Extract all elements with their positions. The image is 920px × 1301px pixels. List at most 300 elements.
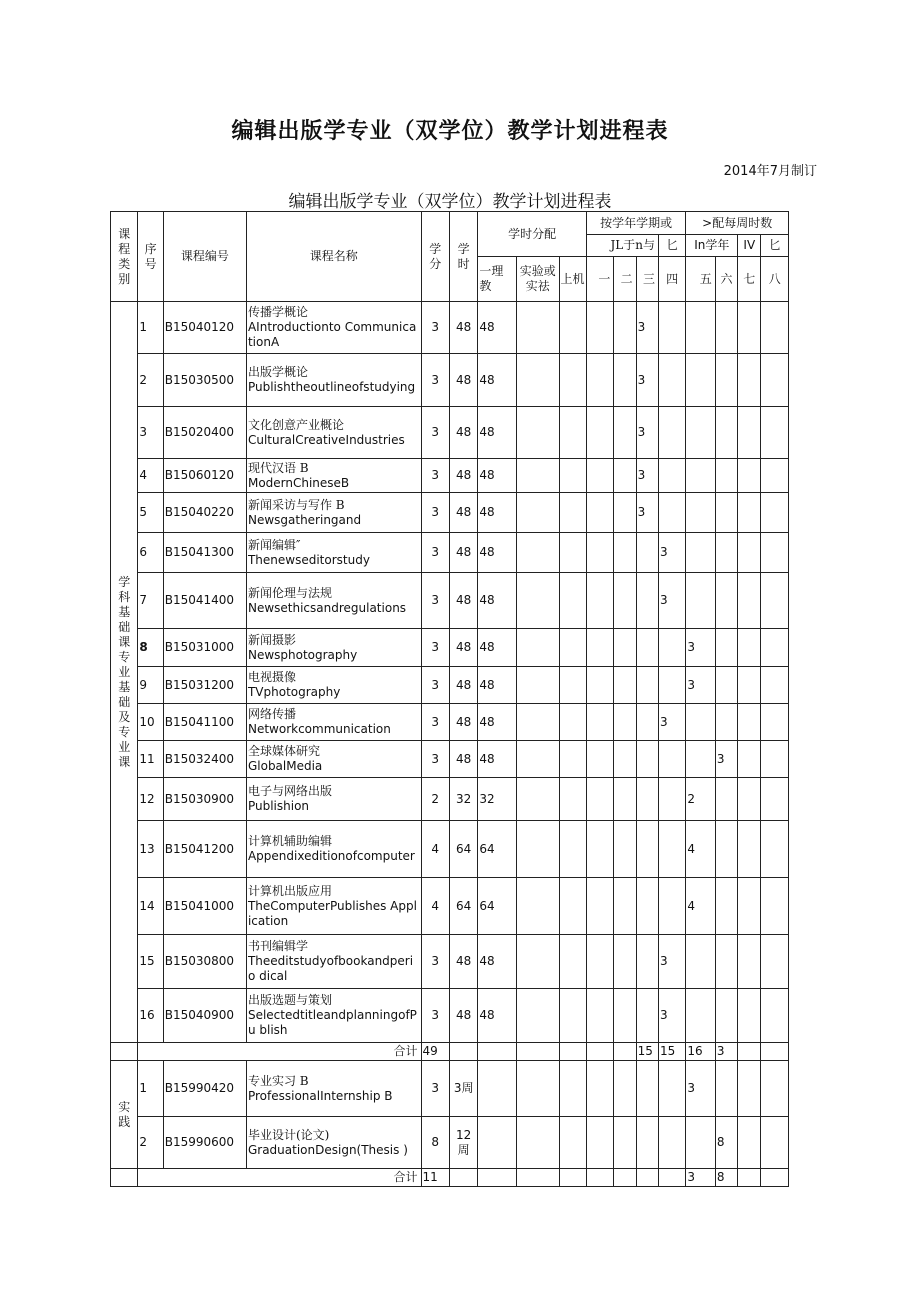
row-term-4 <box>658 407 685 459</box>
row-computer <box>559 878 586 935</box>
total-theory-blank <box>478 1043 517 1061</box>
total-row <box>111 1043 789 1061</box>
row-term-1 <box>586 493 613 533</box>
row-term-4 <box>658 878 685 935</box>
row-term-8 <box>761 989 789 1043</box>
row-code: B15032400 <box>163 741 246 778</box>
row-credit: 2 <box>421 778 449 821</box>
row-term-5: 3 <box>686 1061 715 1117</box>
row-term-6 <box>715 354 737 407</box>
row-hours: 32 <box>449 778 477 821</box>
row-course-name <box>246 778 421 821</box>
course-name-cn: 现代汉语 B <box>247 460 309 475</box>
row-hours: 48 <box>449 407 477 459</box>
row-lab <box>516 667 559 704</box>
row-term-8 <box>761 878 789 935</box>
header-name: 课程名称 <box>246 212 421 302</box>
row-theory: 48 <box>478 629 517 667</box>
course-name-cn: 专业实习 B <box>247 1073 309 1088</box>
row-term-7 <box>738 629 761 667</box>
row-computer <box>559 407 586 459</box>
row-lab <box>516 459 559 493</box>
row-term-8 <box>761 667 789 704</box>
row-code: B15041400 <box>163 573 246 629</box>
row-lab <box>516 989 559 1043</box>
row-course-name <box>246 533 421 573</box>
row-hours: 48 <box>449 741 477 778</box>
row-term-1 <box>586 1061 613 1117</box>
header-lab: 实验或实祛 <box>516 257 559 302</box>
row-hours: 48 <box>449 354 477 407</box>
row-term-8 <box>761 459 789 493</box>
course-name-cn: 毕业设计(论文) <box>247 1127 330 1142</box>
term-5: 五 <box>686 257 715 302</box>
row-term-6 <box>715 935 737 989</box>
row-computer <box>559 573 586 629</box>
table-row <box>111 821 789 878</box>
row-term-5 <box>686 407 715 459</box>
row-term-2 <box>614 878 636 935</box>
total-term-8 <box>761 1169 789 1187</box>
row-term-7 <box>738 989 761 1043</box>
row-course-name <box>246 302 421 354</box>
row-hours: 64 <box>449 878 477 935</box>
row-credit: 3 <box>421 302 449 354</box>
row-term-2 <box>614 821 636 878</box>
row-term-6 <box>715 821 737 878</box>
table-row <box>111 704 789 741</box>
row-hours: 3周 <box>449 1061 477 1117</box>
total-term-6: 3 <box>715 1043 737 1061</box>
row-term-8 <box>761 629 789 667</box>
row-term-8 <box>761 533 789 573</box>
header-year-a: JL于n与 <box>586 235 658 257</box>
course-name-en: Newsgatheringand <box>247 512 362 527</box>
total-lab-blank <box>516 1043 559 1061</box>
row-term-2 <box>614 533 636 573</box>
term-2: 二 <box>614 257 636 302</box>
total-term-3: 15 <box>636 1043 658 1061</box>
total-term-5: 16 <box>686 1043 715 1061</box>
row-theory: 64 <box>478 878 517 935</box>
row-term-3: 3 <box>636 493 658 533</box>
row-computer <box>559 935 586 989</box>
row-term-1 <box>586 354 613 407</box>
course-name-cn: 新闻编辑″ <box>247 537 301 552</box>
row-term-3 <box>636 778 658 821</box>
row-credit: 3 <box>421 667 449 704</box>
row-seq: 7 <box>138 573 163 629</box>
row-term-1 <box>586 1117 613 1169</box>
row-term-3 <box>636 667 658 704</box>
row-term-1 <box>586 407 613 459</box>
row-hours: 48 <box>449 573 477 629</box>
row-term-5 <box>686 533 715 573</box>
row-course-name <box>246 573 421 629</box>
row-term-3 <box>636 878 658 935</box>
row-code: B15020400 <box>163 407 246 459</box>
row-term-6: 8 <box>715 1117 737 1169</box>
header-year-d: IV <box>738 235 761 257</box>
row-term-3: 3 <box>636 407 658 459</box>
row-credit: 4 <box>421 821 449 878</box>
row-seq: 14 <box>138 878 163 935</box>
row-hours: 48 <box>449 704 477 741</box>
row-term-5: 4 <box>686 821 715 878</box>
row-term-7 <box>738 459 761 493</box>
row-lab <box>516 1061 559 1117</box>
row-code: B15040220 <box>163 493 246 533</box>
row-lab <box>516 878 559 935</box>
row-computer <box>559 821 586 878</box>
course-name-cn: 书刊编辑学 <box>247 939 308 953</box>
row-lab <box>516 573 559 629</box>
row-hours: 64 <box>449 821 477 878</box>
row-term-7 <box>738 1117 761 1169</box>
row-hours: 48 <box>449 493 477 533</box>
row-credit: 3 <box>421 533 449 573</box>
row-term-2 <box>614 935 636 989</box>
course-name-cn: 文化创意产业概论 <box>247 417 344 432</box>
total-hours-blank <box>449 1169 477 1187</box>
row-code: B15030800 <box>163 935 246 989</box>
row-lab <box>516 1117 559 1169</box>
row-theory: 48 <box>478 493 517 533</box>
row-course-name <box>246 878 421 935</box>
table-row <box>111 1061 789 1117</box>
row-lab <box>516 533 559 573</box>
total-term-7 <box>738 1043 761 1061</box>
row-code: B15041100 <box>163 704 246 741</box>
row-term-3: 3 <box>636 354 658 407</box>
course-name-cn: 新闻伦理与法规 <box>247 585 332 600</box>
row-term-1 <box>586 667 613 704</box>
course-name-en: ModernChineseB <box>247 475 350 490</box>
row-lab <box>516 704 559 741</box>
row-hours: 48 <box>449 989 477 1043</box>
row-term-6: 3 <box>715 741 737 778</box>
header-year-b: 匕 <box>658 235 685 257</box>
row-credit: 3 <box>421 354 449 407</box>
row-lab <box>516 493 559 533</box>
row-term-8 <box>761 704 789 741</box>
row-term-5 <box>686 493 715 533</box>
term-4: 四 <box>658 257 685 302</box>
row-term-1 <box>586 459 613 493</box>
row-term-6 <box>715 778 737 821</box>
row-seq: 13 <box>138 821 163 878</box>
row-term-7 <box>738 354 761 407</box>
row-term-6 <box>715 629 737 667</box>
row-term-8 <box>761 354 789 407</box>
row-term-5: 4 <box>686 878 715 935</box>
row-hours: 48 <box>449 302 477 354</box>
row-term-1 <box>586 821 613 878</box>
course-name-cn: 传播学概论 <box>247 305 308 319</box>
row-term-2 <box>614 354 636 407</box>
row-term-3 <box>636 704 658 741</box>
row-course-name <box>246 1061 421 1117</box>
row-term-4 <box>658 302 685 354</box>
total-term-4 <box>658 1169 685 1187</box>
row-term-2 <box>614 1061 636 1117</box>
row-credit: 3 <box>421 493 449 533</box>
row-term-6 <box>715 302 737 354</box>
row-theory: 48 <box>478 302 517 354</box>
row-computer <box>559 459 586 493</box>
row-course-name <box>246 704 421 741</box>
row-credit: 3 <box>421 989 449 1043</box>
course-name-en: Publishion <box>247 799 310 813</box>
row-term-7 <box>738 704 761 741</box>
row-term-4 <box>658 778 685 821</box>
row-hours: 48 <box>449 629 477 667</box>
row-term-3 <box>636 935 658 989</box>
total-term-2 <box>614 1043 636 1061</box>
row-term-2 <box>614 407 636 459</box>
row-seq: 10 <box>138 704 163 741</box>
total-term-5: 3 <box>686 1169 715 1187</box>
row-course-name <box>246 741 421 778</box>
row-term-3 <box>636 1117 658 1169</box>
row-code: B15060120 <box>163 459 246 493</box>
total-term-1 <box>586 1043 613 1061</box>
row-credit: 4 <box>421 878 449 935</box>
row-term-5 <box>686 989 715 1043</box>
row-seq: 1 <box>138 302 163 354</box>
total-label: 合计 <box>138 1043 421 1061</box>
row-term-8 <box>761 821 789 878</box>
row-course-name <box>246 667 421 704</box>
row-term-1 <box>586 533 613 573</box>
total-term-1 <box>586 1169 613 1187</box>
row-term-2 <box>614 302 636 354</box>
table-row <box>111 667 789 704</box>
table-row <box>111 493 789 533</box>
row-course-name <box>246 821 421 878</box>
header-credit: 学 分 <box>421 212 449 302</box>
table-row <box>111 629 789 667</box>
row-hours: 48 <box>449 935 477 989</box>
row-term-4: 3 <box>658 573 685 629</box>
header-hours: 学 时 <box>449 212 477 302</box>
row-term-3 <box>636 573 658 629</box>
table-row <box>111 935 789 989</box>
row-seq: 1 <box>138 1061 163 1117</box>
total-term-3 <box>636 1169 658 1187</box>
row-computer <box>559 1117 586 1169</box>
row-course-name <box>246 354 421 407</box>
row-seq: 9 <box>138 667 163 704</box>
term-3: 三 <box>636 257 658 302</box>
header-theory: 一理教 <box>478 257 517 302</box>
row-term-7 <box>738 778 761 821</box>
row-lab <box>516 778 559 821</box>
row-term-5 <box>686 935 715 989</box>
row-term-7 <box>738 1061 761 1117</box>
row-term-1 <box>586 573 613 629</box>
row-term-7 <box>738 302 761 354</box>
row-code: B15041300 <box>163 533 246 573</box>
row-term-3: 3 <box>636 302 658 354</box>
table-row <box>111 878 789 935</box>
row-theory: 48 <box>478 935 517 989</box>
row-term-6 <box>715 667 737 704</box>
total-credit: 49 <box>421 1043 449 1061</box>
row-term-6 <box>715 704 737 741</box>
row-term-7 <box>738 493 761 533</box>
row-hours: 48 <box>449 667 477 704</box>
row-theory: 48 <box>478 989 517 1043</box>
term-8: 八 <box>761 257 789 302</box>
table-row <box>111 533 789 573</box>
course-name-en: ProfessionalInternship B <box>247 1088 393 1103</box>
row-theory: 48 <box>478 533 517 573</box>
row-term-6 <box>715 407 737 459</box>
table-row <box>111 573 789 629</box>
row-term-8 <box>761 935 789 989</box>
row-code: B15031000 <box>163 629 246 667</box>
row-computer <box>559 989 586 1043</box>
row-computer <box>559 629 586 667</box>
total-category-blank <box>111 1169 138 1187</box>
table-row <box>111 354 789 407</box>
row-term-2 <box>614 778 636 821</box>
course-name-cn: 出版学概论 <box>247 365 308 379</box>
row-lab <box>516 629 559 667</box>
course-name-cn: 电视摄像 <box>247 670 296 684</box>
row-term-8 <box>761 741 789 778</box>
row-computer <box>559 302 586 354</box>
row-term-4: 3 <box>658 989 685 1043</box>
row-credit: 3 <box>421 1061 449 1117</box>
section1-category-label: 学 科 基 础 课 专 业 基 础 及 专 业 课 <box>111 302 138 1043</box>
row-code: B15031200 <box>163 667 246 704</box>
course-name-en: Networkcommunication <box>247 722 391 736</box>
row-term-5 <box>686 302 715 354</box>
row-term-2 <box>614 704 636 741</box>
course-name-en: GlobalMedia <box>247 759 323 773</box>
row-term-3 <box>636 629 658 667</box>
row-code: B15030900 <box>163 778 246 821</box>
row-term-4 <box>658 493 685 533</box>
row-term-7 <box>738 533 761 573</box>
row-seq: 2 <box>138 1117 163 1169</box>
header-semester-group-b: >配每周时数 <box>686 212 789 235</box>
total-label: 合计 <box>138 1169 421 1187</box>
row-theory: 64 <box>478 821 517 878</box>
row-course-name <box>246 629 421 667</box>
row-computer <box>559 354 586 407</box>
row-code: B15030500 <box>163 354 246 407</box>
header-seq: 序 号 <box>138 212 163 302</box>
row-term-7 <box>738 741 761 778</box>
row-term-2 <box>614 573 636 629</box>
row-term-8 <box>761 573 789 629</box>
course-name-cn: 新闻采访与写作 B <box>247 497 345 512</box>
row-theory: 48 <box>478 667 517 704</box>
course-name-en: Theeditstudyofbookandperio dical <box>247 954 414 983</box>
row-term-3 <box>636 989 658 1043</box>
total-theory-blank <box>478 1169 517 1187</box>
row-computer <box>559 493 586 533</box>
row-term-6 <box>715 989 737 1043</box>
row-term-2 <box>614 741 636 778</box>
row-term-6 <box>715 459 737 493</box>
total-lab-blank <box>516 1169 559 1187</box>
revision-date: 2014年7月制订 <box>723 164 817 179</box>
table-row <box>111 407 789 459</box>
header-category: 课 程 类 别 <box>111 212 138 302</box>
row-term-1 <box>586 629 613 667</box>
term-1: 一 <box>586 257 613 302</box>
row-term-4 <box>658 1117 685 1169</box>
course-name-cn: 网络传播 <box>247 707 296 721</box>
row-term-6 <box>715 493 737 533</box>
row-computer <box>559 1061 586 1117</box>
row-term-2 <box>614 629 636 667</box>
total-term-8 <box>761 1043 789 1061</box>
row-term-4 <box>658 629 685 667</box>
row-lab <box>516 302 559 354</box>
table-row <box>111 1117 789 1169</box>
row-theory: 48 <box>478 573 517 629</box>
row-term-4: 3 <box>658 935 685 989</box>
row-code: B15040120 <box>163 302 246 354</box>
row-seq: 2 <box>138 354 163 407</box>
table-row <box>111 741 789 778</box>
term-7: 七 <box>738 257 761 302</box>
row-term-7 <box>738 935 761 989</box>
row-theory <box>478 1061 517 1117</box>
total-term-4: 15 <box>658 1043 685 1061</box>
total-credit: 11 <box>421 1169 449 1187</box>
course-name-en: TheComputerPublishes Application <box>247 898 417 928</box>
row-seq: 8 <box>138 629 163 667</box>
row-term-4 <box>658 1061 685 1117</box>
row-term-6 <box>715 878 737 935</box>
page-title: 编辑出版学专业（双学位）教学计划进程表 <box>231 119 669 144</box>
row-credit: 3 <box>421 935 449 989</box>
total-computer-blank <box>559 1169 586 1187</box>
course-name-en: CulturalCreativeIndustries <box>247 432 405 447</box>
course-name-en: Thenewseditorstudy <box>247 552 370 567</box>
row-credit: 3 <box>421 741 449 778</box>
row-term-4 <box>658 741 685 778</box>
row-term-1 <box>586 741 613 778</box>
row-theory: 48 <box>478 741 517 778</box>
row-term-5: 3 <box>686 629 715 667</box>
row-term-1 <box>586 302 613 354</box>
course-name-cn: 计算机出版应用 <box>247 883 332 898</box>
row-lab <box>516 935 559 989</box>
row-term-2 <box>614 493 636 533</box>
row-computer <box>559 778 586 821</box>
row-credit: 3 <box>421 459 449 493</box>
row-credit: 3 <box>421 704 449 741</box>
row-lab <box>516 821 559 878</box>
term-6: 六 <box>715 257 737 302</box>
row-lab <box>516 741 559 778</box>
teaching-plan-table <box>110 211 789 1187</box>
row-term-4 <box>658 821 685 878</box>
row-course-name <box>246 459 421 493</box>
row-term-8 <box>761 778 789 821</box>
row-hours: 48 <box>449 459 477 493</box>
row-computer <box>559 704 586 741</box>
total-term-7 <box>738 1169 761 1187</box>
row-term-1 <box>586 989 613 1043</box>
